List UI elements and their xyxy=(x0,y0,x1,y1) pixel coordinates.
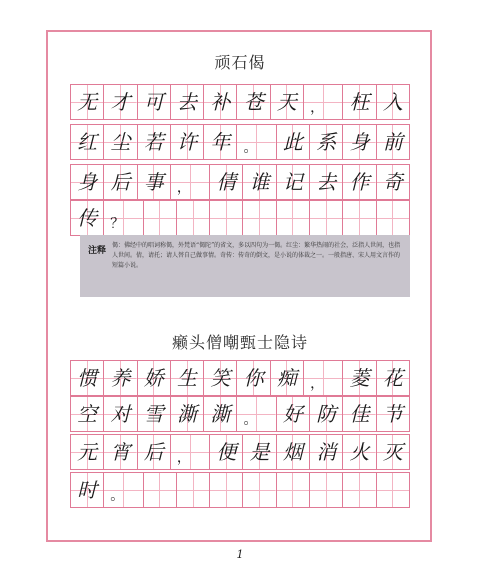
handwritten-char: 去 xyxy=(316,170,337,194)
handwritten-char: 惯 xyxy=(77,366,98,390)
grid-cell xyxy=(104,201,143,235)
grid-cell xyxy=(171,165,210,199)
handwritten-char: 苍 xyxy=(243,90,264,114)
handwritten-char: 你 xyxy=(243,366,264,390)
handwritten-char: 烟 xyxy=(282,440,303,464)
grid-cell xyxy=(104,397,137,431)
grid-cell xyxy=(138,361,171,395)
grid-cell xyxy=(271,85,304,119)
handwritten-char: 红 xyxy=(77,130,98,154)
grid-cell xyxy=(138,85,171,119)
grid-cell xyxy=(277,397,310,431)
grid-cell xyxy=(171,435,210,469)
handwritten-char: 年 xyxy=(210,130,231,154)
grid-row xyxy=(70,124,410,160)
grid-cell xyxy=(304,361,343,395)
grid-cell xyxy=(377,201,410,235)
handwritten-char: 身 xyxy=(349,130,370,154)
grid-cell xyxy=(71,201,104,235)
page-number: 1 xyxy=(236,548,244,561)
grid-cell xyxy=(177,201,210,235)
handwritten-char: 花 xyxy=(382,366,403,390)
handwritten-char: 灭 xyxy=(382,440,403,464)
grid-row xyxy=(70,360,410,396)
handwritten-char: 雪 xyxy=(143,402,164,426)
grid-cell xyxy=(204,85,237,119)
grid-cell xyxy=(171,397,204,431)
handwritten-char: 此 xyxy=(282,130,303,154)
handwritten-char: 后 xyxy=(110,170,131,194)
handwritten-char: 倩 xyxy=(216,170,237,194)
grid-cell xyxy=(71,473,104,507)
handwritten-char: 娇 xyxy=(143,366,164,390)
grid-cell xyxy=(310,201,343,235)
grid-cell xyxy=(204,361,237,395)
handwritten-char: ， xyxy=(176,180,191,196)
grid-cell xyxy=(277,201,310,235)
handwritten-char: 空 xyxy=(77,402,98,426)
handwritten-char: 入 xyxy=(382,90,403,114)
handwritten-char: 。 xyxy=(110,488,125,504)
grid-cell xyxy=(277,473,310,507)
handwritten-char: ， xyxy=(310,100,325,116)
handwritten-char: 。 xyxy=(243,412,258,428)
grid-row xyxy=(70,396,410,432)
grid-cell xyxy=(171,85,204,119)
grid-cell xyxy=(104,125,137,159)
poem-title-wanshi: 顽石偈 xyxy=(214,53,266,72)
grid-cell xyxy=(377,85,410,119)
grid-cell xyxy=(343,125,376,159)
grid-cell xyxy=(343,361,376,395)
grid-cell xyxy=(377,397,410,431)
handwritten-char: 系 xyxy=(316,130,337,154)
grid-cell xyxy=(237,125,276,159)
grid-row xyxy=(70,84,410,120)
grid-cell xyxy=(277,435,310,469)
handwritten-char: 宵 xyxy=(110,440,131,464)
grid-cell xyxy=(144,201,177,235)
handwritten-char: 无 xyxy=(77,90,98,114)
handwritten-char: 传 xyxy=(77,206,98,230)
grid-cell xyxy=(138,165,171,199)
handwritten-char: 澌 xyxy=(210,402,231,426)
handwritten-char: 事 xyxy=(143,170,164,194)
grid-cell xyxy=(104,361,137,395)
grid-cell xyxy=(71,125,104,159)
grid-cell xyxy=(237,85,270,119)
annotation-box xyxy=(80,235,410,297)
grid-cell xyxy=(171,125,204,159)
grid-cell xyxy=(310,397,343,431)
handwritten-char: 菱 xyxy=(349,366,370,390)
grid-cell xyxy=(138,125,171,159)
handwritten-char: ？ xyxy=(110,216,125,232)
handwritten-char: 防 xyxy=(316,402,337,426)
handwritten-char: 节 xyxy=(382,402,403,426)
handwritten-char: 便 xyxy=(216,440,237,464)
handwritten-char: 补 xyxy=(210,90,231,114)
grid-cell xyxy=(104,85,137,119)
grid-cell xyxy=(177,473,210,507)
annotation-text: 偈：佛经中的唱词称偈，外梵语“偈陀”的省文，多以四句为一偈。红尘：繁华热闹的社会，泛指人世间，也指人世间。倩，请托；请人替自己做事情。奇传：传奇的倒文，是小说的体裁之一。一般指唐、宋人用文言作的短篇小说。 xyxy=(112,242,401,269)
grid-cell xyxy=(237,397,276,431)
handwritten-char: 消 xyxy=(316,440,337,464)
grid-cell xyxy=(277,125,310,159)
grid-cell xyxy=(104,165,137,199)
grid-cell xyxy=(277,165,310,199)
grid-cell xyxy=(377,125,410,159)
handwritten-char: 元 xyxy=(77,440,98,464)
grid-cell xyxy=(377,361,410,395)
grid-cell xyxy=(377,165,410,199)
grid-cell xyxy=(171,361,204,395)
grid-cell xyxy=(71,397,104,431)
grid-cell xyxy=(71,165,104,199)
handwritten-char: 对 xyxy=(110,402,131,426)
handwritten-char: 笑 xyxy=(210,366,231,390)
handwritten-char: 佳 xyxy=(349,402,370,426)
grid-cell xyxy=(304,85,343,119)
grid-cell xyxy=(343,397,376,431)
grid-cell xyxy=(310,473,343,507)
grid-cell xyxy=(271,361,304,395)
grid-cell xyxy=(210,201,243,235)
handwritten-char: 好 xyxy=(282,402,303,426)
grid-cell xyxy=(71,361,104,395)
grid-row xyxy=(70,164,410,200)
grid-cell xyxy=(377,435,410,469)
grid-cell xyxy=(343,435,376,469)
grid-cell xyxy=(210,435,243,469)
grid-cell xyxy=(310,165,343,199)
handwritten-char: 作 xyxy=(349,170,370,194)
handwritten-char: 身 xyxy=(77,170,98,194)
handwritten-char: 天 xyxy=(276,90,297,114)
grid-cell xyxy=(343,473,376,507)
handwritten-char: 才 xyxy=(110,90,131,114)
handwritten-char: 谁 xyxy=(249,170,270,194)
poem-title-laitouseng: 癞头僧嘲甄士隐诗 xyxy=(171,333,308,352)
grid-cell xyxy=(71,85,104,119)
handwritten-char: 若 xyxy=(143,130,164,154)
handwritten-char: 记 xyxy=(282,170,303,194)
handwritten-char: 前 xyxy=(382,130,403,154)
handwritten-char: 枉 xyxy=(349,90,370,114)
grid-cell xyxy=(343,85,376,119)
grid-cell xyxy=(138,397,171,431)
grid-cell xyxy=(343,165,376,199)
grid-cell xyxy=(243,165,276,199)
annotation-label: 注释 xyxy=(88,246,107,256)
grid-row xyxy=(70,200,410,236)
handwritten-char: 可 xyxy=(143,90,164,114)
grid-cell xyxy=(138,435,171,469)
handwritten-char: 后 xyxy=(143,440,164,464)
handwritten-char: 养 xyxy=(110,366,131,390)
handwritten-char: 火 xyxy=(349,440,370,464)
grid-cell xyxy=(310,125,343,159)
grid-cell xyxy=(310,435,343,469)
grid-row xyxy=(70,434,410,470)
grid-cell xyxy=(237,361,270,395)
handwritten-char: 许 xyxy=(177,130,198,154)
handwritten-char: 时 xyxy=(77,478,98,502)
grid-cell xyxy=(210,165,243,199)
handwritten-char: 生 xyxy=(177,366,198,390)
grid-cell xyxy=(377,473,410,507)
handwritten-char: 去 xyxy=(177,90,198,114)
handwritten-char: 是 xyxy=(249,440,270,464)
grid-cell xyxy=(243,201,276,235)
grid-cell xyxy=(104,473,143,507)
grid-cell xyxy=(104,435,137,469)
handwritten-char: 。 xyxy=(243,140,258,156)
grid-cell xyxy=(243,473,276,507)
grid-cell xyxy=(210,473,243,507)
handwritten-char: 澌 xyxy=(177,402,198,426)
grid-cell xyxy=(243,435,276,469)
handwritten-char: ， xyxy=(176,450,191,466)
handwritten-char: 尘 xyxy=(110,130,131,154)
grid-cell xyxy=(204,397,237,431)
grid-cell xyxy=(71,435,104,469)
handwritten-char: ， xyxy=(310,376,325,392)
grid-row xyxy=(70,472,410,508)
grid-cell xyxy=(204,125,237,159)
grid-cell xyxy=(144,473,177,507)
grid-cell xyxy=(343,201,376,235)
handwritten-char: 痴 xyxy=(276,366,297,390)
handwritten-char: 奇 xyxy=(382,170,403,194)
